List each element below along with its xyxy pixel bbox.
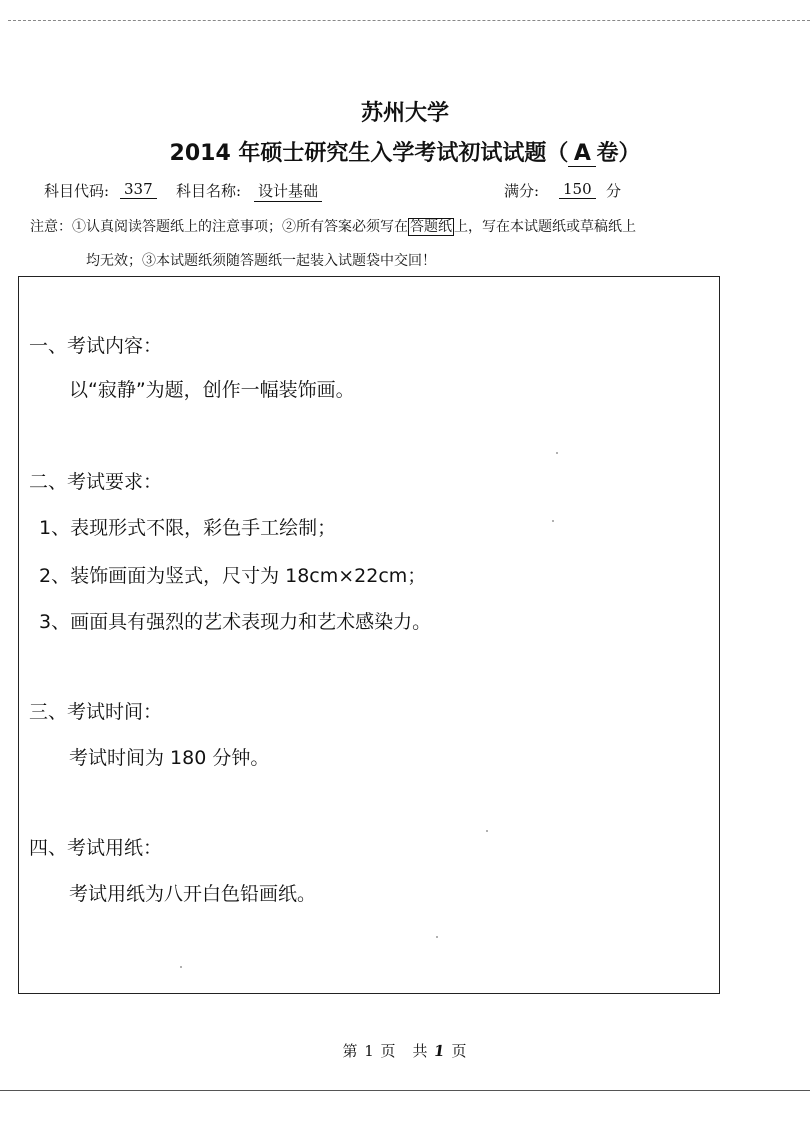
exam-title [0,136,810,167]
requirement-line-2: 2、装饰画面为竖式，尺寸为 18cm×22cm； [39,565,427,587]
notice-boxed-answer-sheet: 答题纸 [410,219,452,235]
university-name: 苏州大学 [360,101,449,126]
full-score-unit: 分 [606,182,622,200]
requirement-line-3: 3、画面具有强烈的艺术表现力和艺术感染力。 [39,611,432,633]
subject-code-value: 337 [120,180,157,199]
subject-code-label: 科目代码: [44,182,110,200]
paper-version: A [568,142,596,167]
section-content-line: 以“寂静”为题，创作一幅装饰画。 [69,379,355,401]
notice-line-1-pre: 注意：①认真阅读答题纸上的注意事项；②所有答案必须写在 [30,219,408,235]
paper-line: 考试用纸为八开白色铅画纸。 [69,883,317,905]
section-heading-requirements: 二、考试要求： [29,471,163,493]
page-number-suffix: 页 [451,1042,468,1060]
scan-speck [552,520,554,522]
scan-speck [486,830,488,832]
full-score-label: 满分: [504,182,540,200]
page-footer [0,1040,810,1061]
section-heading-time: 三、考试时间： [29,701,163,723]
time-line: 考试时间为 180 分钟。 [69,747,270,769]
section-heading-paper: 四、考试用纸： [29,837,163,859]
exam-title-suffix: 卷） [596,141,641,166]
scan-speck [436,936,438,938]
total-pages-value: 1 [433,1042,448,1060]
scan-speck [180,966,182,968]
requirement-line-1: 1、表现形式不限，彩色手工绘制； [39,517,337,539]
exam-title-prefix: 2014 年硕士研究生入学考试初试试题（ [169,141,569,166]
subject-info-row [44,180,744,204]
scan-edge-top [8,20,810,21]
notice-line-1 [30,216,790,236]
scan-edge-bottom [0,1090,810,1091]
subject-name-label: 科目名称: [176,182,242,200]
full-score-value: 150 [559,180,596,199]
notice-line-2: 均无效；③本试题纸须随答题纸一起装入试题袋中交回！ [86,253,436,269]
section-heading-content: 一、考试内容： [29,335,163,357]
scan-speck [556,452,558,454]
question-frame [18,276,720,994]
page-number-prefix: 第 1 页 共 [342,1042,429,1060]
notice-line-1-post: 上，写在本试题纸或草稿纸上 [454,219,636,235]
subject-name-value: 设计基础 [254,180,322,202]
